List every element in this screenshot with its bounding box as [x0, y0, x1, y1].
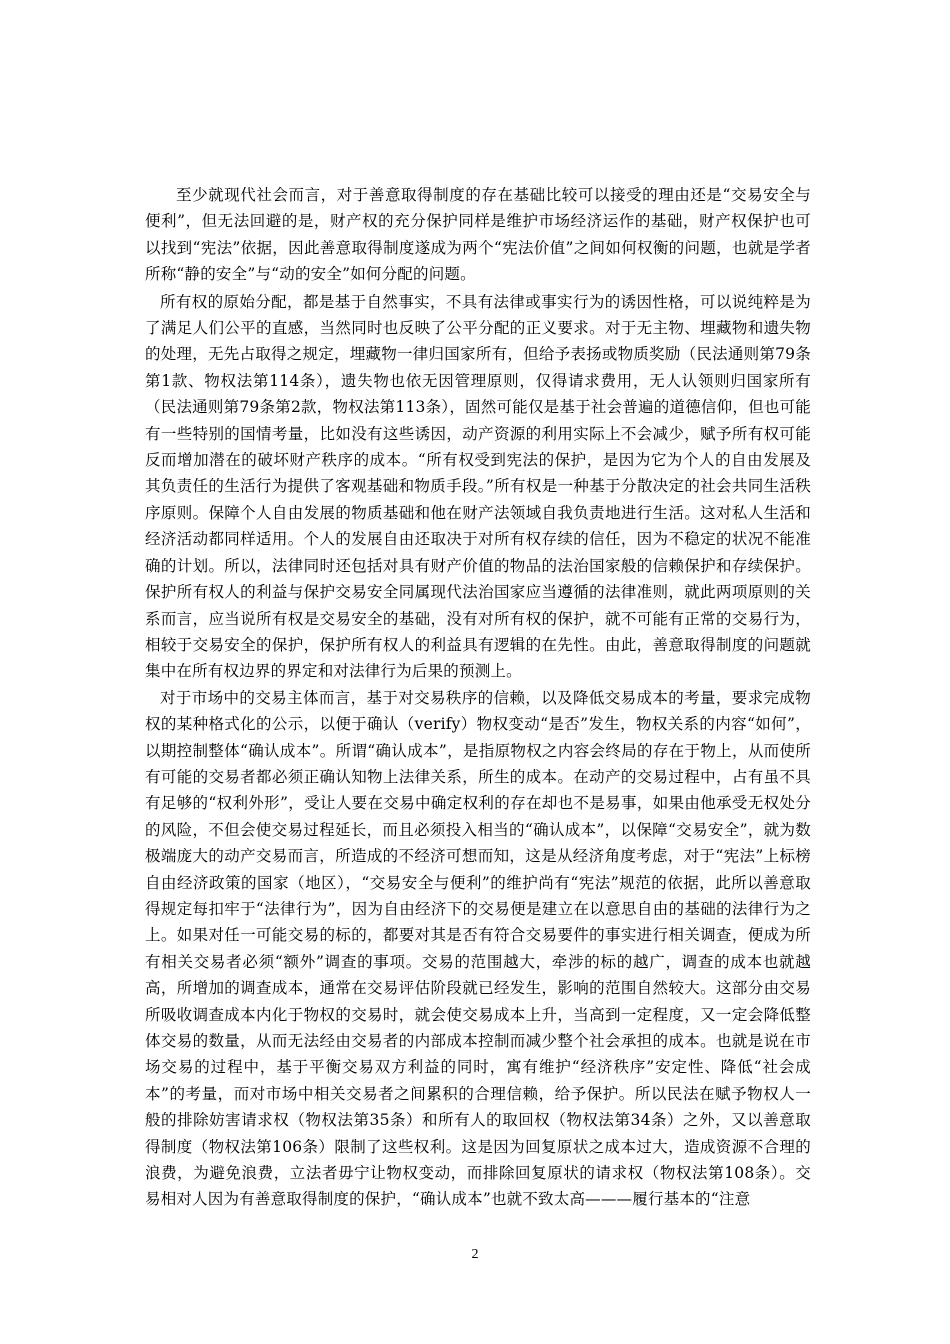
page-number: 2 [471, 1247, 479, 1262]
paragraph-ownership-allocation: 所有权的原始分配，都是基于自然事实，不具有法律或事实行为的诱因性格，可以说纯粹是为了满足人们公平的直感，当然同时也反映了公平分配的正义要求。对于无主物、埋藏物和遗失物的处理，无先占取得之规定，埋藏物一律归国家所有，但给予表扬或物质奖励（民法通则第79条第1款、物权法第114条），遗失物也依无因管理原则，仅得请求费用，无人认领则归国家所有（民法通则第79条第2款，物权法第113条），固然可能仅是基于社会普遍的道德信仰，但也可能有一些特别的国情考量，比如没有这些诱因，动产资源的利用实际上不会减少，赋予所有权可能反而增加潜在的破坏财产秩序的成本。“所有权受到宪法的保护，是因为它为个人的自由发展及其负责任的生活行为提供了客观基础和物质手段。”所有权是一种基于分散决定的社会共同生活秩序原则。保障个人自由发展的物质基础和他在财产法领域自我负责地进行生活。这对私人生活和经济活动都同样适用。个人的发展自由还取决于对所有权存续的信任，因为不稳定的状况不能准确的计划。所以，法律同时还包括对具有财产价值的物品的法治国家般的信赖保护和存续保护。保护所有权人的利益与保护交易安全同属现代法治国家应当遵循的法律准则，就此两项原则的关系而言，应当说所有权是交易安全的基础，没有对所有权的保护，就不可能有正常的交易行为，相较于交易安全的保护，保护所有权人的利益具有逻辑的在先性。由此，善意取得制度的问题就集中在所有权边界的界定和对法律行为后果的预测上。 [145, 292, 811, 681]
document-body [145, 182, 811, 1213]
paragraph-good-faith-basis: 至少就现代社会而言，对于善意取得制度的存在基础比较可以接受的理由还是“交易安全与便利”，但无法回避的是，财产权的充分保护同样是维护市场经济运作的基础，财产权保护也可以找到“宪法”依据，因此善意取得制度遂成为两个“宪法价值”之间如何权衡的问题，也就是学者所称“静的安全”与“动的安全”如何分配的问题。 [145, 186, 811, 284]
paragraph-transaction-cost: 对于市场中的交易主体而言，基于对交易秩序的信赖，以及降低交易成本的考量，要求完成物权的某种格式化的公示，以便于确认（verify）物权变动“是否”发生，物权关系的内容“如何”，以期控制整体“确认成本”。所谓“确认成本”，是指原物权之内容会终局的存在于物上，从而使所有可能的交易者都必须正确认知物上法律关系，所生的成本。在动产的交易过程中，占有虽不具有足够的“权利外形”，受让人要在交易中确定权利的存在却也不是易事，如果由他承受无权处分的风险，不但会使交易过程延长，而且必须投入相当的“确认成本”，以保障“交易安全”，就为数极端庞大的动产交易而言，所造成的不经济可想而知，这是从经济角度考虑，对于“宪法”上标榜自由经济政策的国家（地区），“交易安全与便利”的维护尚有“宪法”规范的依据，此所以善意取得规定每扣牢于“法律行为”，因为自由经济下的交易便是建立在以意思自由的基础的法律行为之上。如果对任一可能交易的标的，都要对其是否有符合交易要件的事实进行相关调查，便成为所有相关交易者必须“额外”调查的事项。交易的范围越大，牵涉的标的越广，调查的成本也就越高，所增加的调查成本，通常在交易评估阶段就已经发生，影响的范围自然较大。这部分由交易所吸收调查成本内化于物权的交易时，就会使交易成本上升，当高到一定程度，又一定会降低整体交易的数量，从而无法经由交易者的内部成本控制而减少整个社会承担的成本。也就是说在市场交易的过程中，基于平衡交易双方利益的同时，寓有维护“经济秩序”安定性、降低“社会成本”的考量，而对市场中相关交易者之间累积的合理信赖，给予保护。所以民法在赋予物权人一般的排除妨害请求权（物权法第35条）和所有人的取回权（物权法第34条）之外，又以善意取得制度（物权法第106条）限制了这些权利。这是因为回复原状之成本过大，造成资源不合理的浪费，为避免浪费，立法者毋宁让物权变动，而排除回复原状的请求权（物权法第108条）。交易相对人因为有善意取得制度的保护，“确认成本”也就不致太高———履行基本的“注意 [145, 688, 811, 1209]
